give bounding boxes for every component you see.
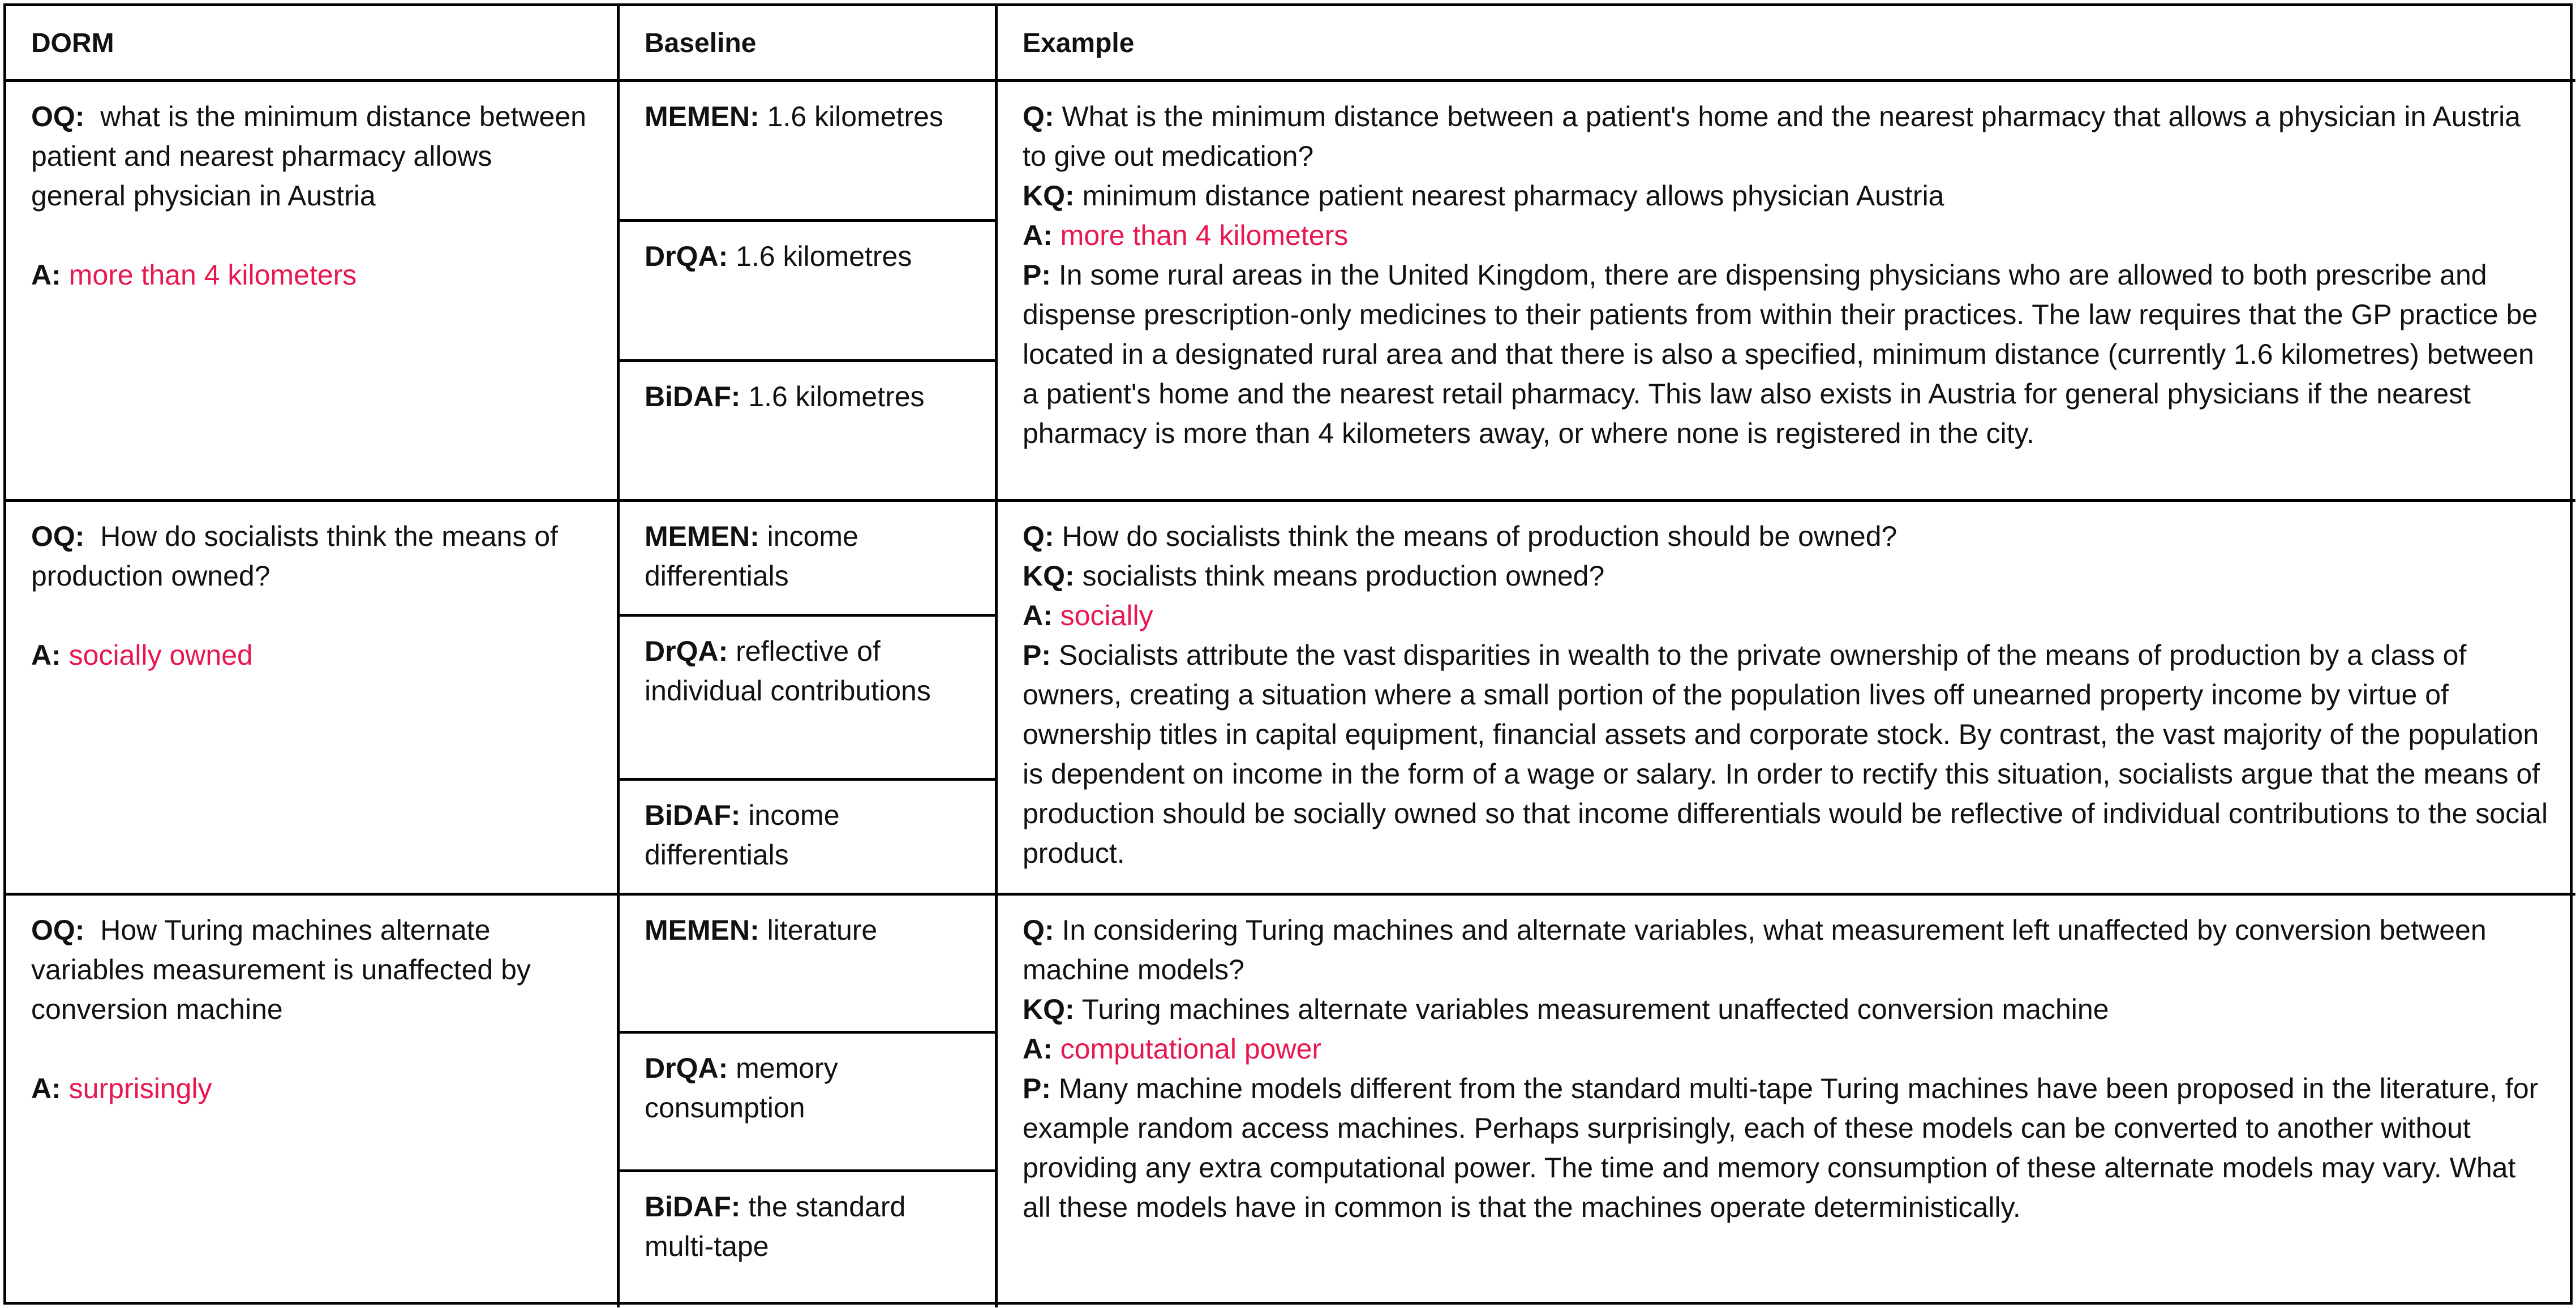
oq-label: OQ: [31,914,85,946]
baseline-answer: 1.6 kilometres [767,101,943,132]
passage-label: P: [1023,1073,1051,1104]
passage-text: Many machine models different from the standard multi-tape Turing machines have been proposed in the literature, for example random access machines. Perhaps surprisingly, each of these models can be converted to another without providing any extra computational power. The time and memory consumption of these alternate models may vary. What all these models have in common is that the machines operate deterministically. [1023,1073,2539,1223]
baseline-label: DrQA: [645,635,728,668]
baseline-answer: 1.6 kilometres [748,380,925,412]
passage-label: P: [1023,259,1051,291]
oq-text: How do socialists think the means of production owned? [31,520,558,592]
answer-text: socially [1060,600,1153,631]
baseline-drqa [620,1031,995,1169]
oq-label: OQ: [31,520,85,552]
passage-text: Socialists attribute the vast disparities in wealth to the private ownership of the means of production by a class of owners, creating a situation where a small portion of the population lives off unearned property income by virtue of ownership titles in capital equipment, financial assets and corporate stock. By contrast, the vast majority of the population is dependent on income in the form of a wage or salary. In order to rectify this situation, socialists argue that the means of production should be socially owned so that income differentials would be reflective of individual contributions to the social product. [1023,639,2548,869]
answer-label: A: [1023,600,1053,631]
dorm-cell [6,502,620,896]
oq-text: what is the minimum distance between patient and nearest pharmacy allows general physician in Austria [31,101,586,212]
question-label: Q: [1023,101,1054,132]
answer-text: socially owned [68,639,253,671]
baseline-label: MEMEN: [645,101,759,132]
baseline-answer: reflective of individual contributions [645,635,931,707]
oq-text: How Turing machines alternate variables measurement is unaffected by conversion machine [31,914,531,1025]
header-baseline: Baseline [620,6,998,82]
keyword-question-label: KQ: [1023,560,1075,592]
keyword-question-text: Turing machines alternate variables measurement unaffected conversion machine [1081,993,2109,1025]
header-example: Example [998,6,2575,82]
dorm-cell [6,82,620,502]
baseline-bidaf [620,778,995,893]
baseline-label: DrQA: [645,1052,728,1085]
keyword-question-text: minimum distance patient nearest pharmacy allows physician Austria [1082,180,1944,212]
example-cell [998,502,2575,896]
answer-label: A: [1023,220,1053,251]
baseline-drqa [620,219,995,359]
baseline-cell [620,896,998,1307]
baseline-memen [620,896,995,1031]
baseline-bidaf [620,1169,995,1307]
keyword-question-label: KQ: [1023,180,1075,212]
example-cell [998,896,2575,1307]
baseline-answer: income differentials [645,520,858,592]
baseline-bidaf [620,359,995,499]
baseline-memen [620,502,995,614]
baseline-label: BiDAF: [645,799,741,831]
baseline-answer: income differentials [645,799,840,871]
answer-text: more than 4 kilometers [1060,220,1349,251]
baseline-drqa [620,614,995,777]
example-cell [998,82,2575,502]
keyword-question-label: KQ: [1023,993,1075,1025]
keyword-question-text: socialists think means production owned? [1082,560,1605,592]
answer-label: A: [31,1073,61,1104]
oq-label: OQ: [31,101,85,132]
question-label: Q: [1023,914,1054,946]
baseline-answer: memory consumption [645,1052,838,1124]
answer-text: more than 4 kilometers [68,259,357,291]
baseline-label: BiDAF: [645,1190,741,1223]
question-text: How do socialists think the means of production should be owned? [1062,520,1897,552]
baseline-memen [620,82,995,219]
question-text: What is the minimum distance between a patient's home and the nearest pharmacy that allows a physician in Austria to give out medication? [1023,101,2521,172]
baseline-cell [620,502,998,896]
baseline-answer: the standard multi-tape [645,1190,906,1262]
baseline-answer: literature [767,914,878,946]
answer-label: A: [31,259,61,291]
passage-text: In some rural areas in the United Kingdom, there are dispensing physicians who are allowed to both prescribe and dispense prescription-only medicines to their patients from within their practices. The law requires that the GP practice be located in a designated rural area and that there is also a specified, minimum distance (currently 1.6 kilometres) between a patient's home and the nearest retail pharmacy. This law also exists in Austria for general physicians if the nearest pharmacy is more than 4 kilometers away, or where none is registered in the city. [1023,259,2538,449]
answer-label: A: [1023,1033,1053,1065]
header-dorm: DORM [6,6,620,82]
baseline-answer: 1.6 kilometres [736,240,912,273]
comparison-table [3,3,2573,1305]
baseline-label: MEMEN: [645,520,759,552]
baseline-label: BiDAF: [645,380,741,412]
question-label: Q: [1023,520,1054,552]
baseline-label: MEMEN: [645,914,759,946]
passage-label: P: [1023,639,1051,671]
dorm-cell [6,896,620,1307]
baseline-label: DrQA: [645,240,728,273]
baseline-cell [620,82,998,502]
answer-text: surprisingly [68,1073,212,1104]
answer-label: A: [31,639,61,671]
answer-text: computational power [1060,1033,1322,1065]
question-text: In considering Turing machines and alternate variables, what measurement left unaffected by conversion between machine models? [1023,914,2487,986]
